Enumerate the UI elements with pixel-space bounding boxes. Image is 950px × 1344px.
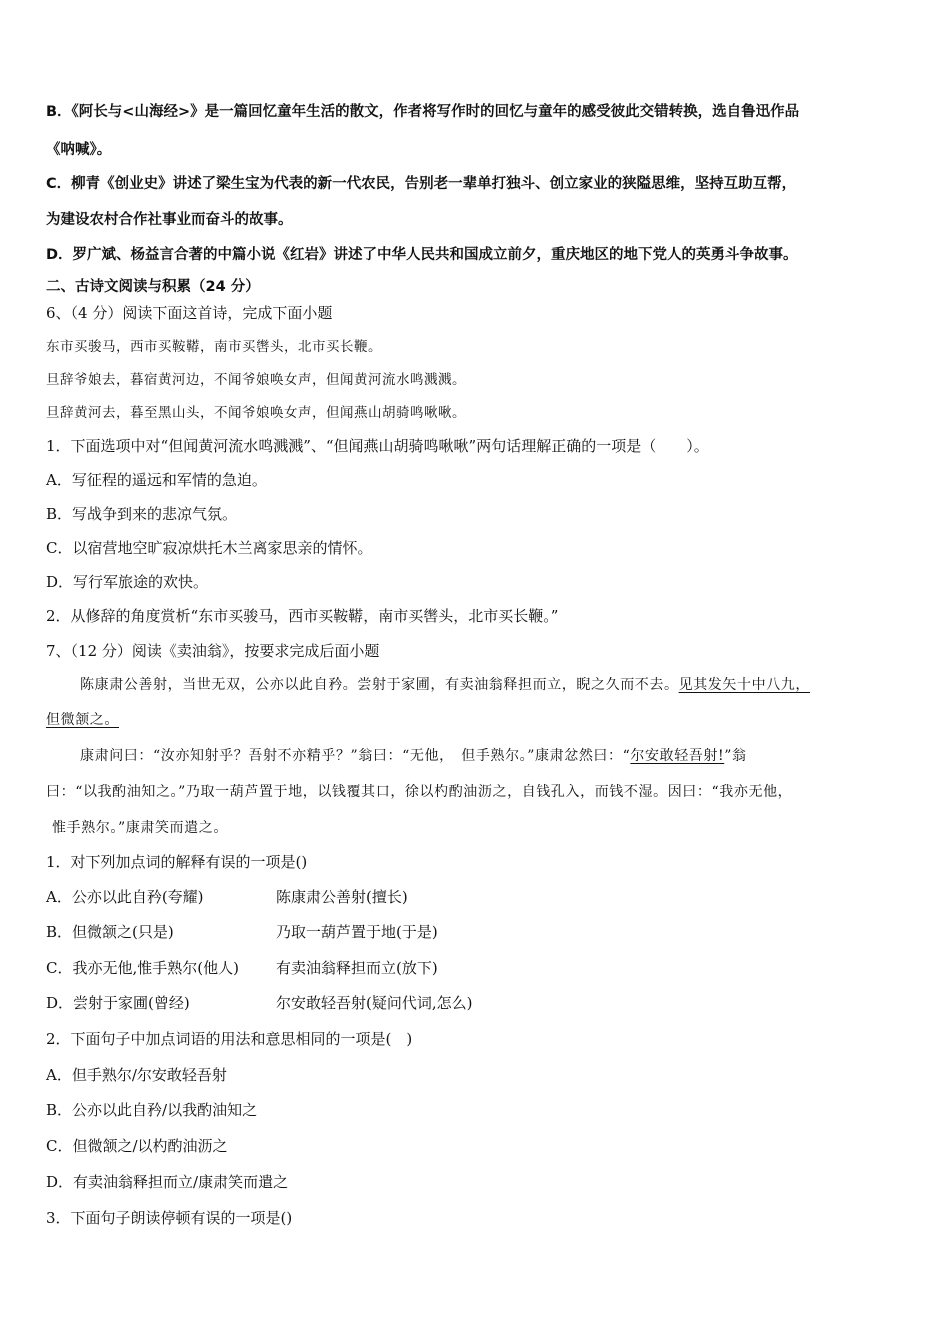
q6-intro: 6、（4 分）阅读下面这首诗，完成下面小题 (46, 304, 333, 322)
q7-sub1-a-right: 陈康肃公善射(擅长) (276, 888, 408, 906)
option-c-line2: 为建设农村合作社事业而奋斗的故事。 (46, 212, 293, 228)
q7-sub1-b-left: B．但微颔之(只是) (46, 923, 174, 941)
q6-sub1-question: 1．下面选项中对“但闻黄河流水鸣溅溅”、“但闻燕山胡骑鸣啾啾”两句话理解正确的一项是（ ）。 (46, 437, 709, 455)
passage-paragraph-1 (80, 675, 810, 695)
q6-sub1-option-a: A．写征程的遥远和军情的急迫。 (46, 471, 267, 489)
poem-line-3: 旦辞黄河去，暮至黑山头，不闻爷娘唤女声，但闻燕山胡骑鸣啾啾。 (46, 405, 466, 421)
q7-sub2-option-c: C．但微颔之/以杓酌油沥之 (46, 1137, 228, 1155)
option-d-line1: D．罗广斌、杨益言合著的中篇小说《红岩》讲述了中华人民共和国成立前夕，重庆地区的地下党人的英勇斗争故事。 (46, 247, 798, 263)
passage-p1-underlined-a: 见其发矢十中八九， (678, 677, 811, 693)
q7-sub1-question: 1．对下列加点词的解释有误的一项是() (46, 853, 308, 871)
passage-p1-underlined-b: 但微颔之。 (46, 712, 119, 728)
q6-sub1-option-d: D．写行军旅途的欢快。 (46, 573, 209, 591)
q7-sub2-option-d: D．有卖油翁释担而立/康肃笑而遣之 (46, 1173, 289, 1191)
q7-sub1-a-left: A．公亦以此自矜(夸耀) (46, 888, 204, 906)
passage-p2-line2: 曰：“以我酌油知之。”乃取一葫芦置于地，以钱覆其口，徐以杓酌油沥之，自钱孔入，而钱不湿。因曰：“我亦无他， (46, 784, 793, 800)
q6-sub1-option-b: B．写战争到来的悲凉气氛。 (46, 505, 238, 523)
q7-sub1-option-row-a (46, 887, 926, 907)
passage-p2-line3: 惟手熟尔。”康肃笑而遣之。 (52, 820, 228, 836)
passage-p1-line2 (46, 710, 119, 730)
q7-sub1-c-right: 有卖油翁释担而立(放下) (276, 959, 438, 977)
passage-p2-underlined: 尔安敢轻吾射! (630, 748, 725, 764)
q7-sub1-option-row-c (46, 958, 926, 978)
passage-paragraph-2 (80, 746, 747, 766)
q7-sub1-d-right: 尔安敢轻吾射(疑问代词,怎么) (276, 994, 473, 1012)
q6-sub1-option-c: C．以宿营地空旷寂凉烘托木兰离家思亲的情怀。 (46, 539, 373, 557)
q7-sub1-option-row-b (46, 922, 926, 942)
q7-sub1-option-row-d (46, 993, 926, 1013)
q7-sub3-question: 3．下面句子朗读停顿有误的一项是() (46, 1209, 293, 1227)
q7-sub1-b-right: 乃取一葫芦置于地(于是) (276, 923, 438, 941)
q7-intro: 7、（12 分）阅读《卖油翁》，按要求完成后面小题 (46, 642, 380, 660)
passage-p2-text-a: 康肃问曰：“汝亦知射乎？吾射不亦精乎？”翁曰：“无他， 但手熟尔。”康肃忿然曰：“ (80, 748, 631, 764)
q7-sub1-d-left: D．尝射于家圃(曾经) (46, 994, 190, 1012)
option-b-line2: 《呐喊》。 (46, 142, 112, 158)
section-heading: 二、古诗文阅读与积累（24 分） (46, 279, 260, 295)
poem-line-2: 旦辞爷娘去，暮宿黄河边，不闻爷娘唤女声，但闻黄河流水鸣溅溅。 (46, 372, 466, 388)
option-b-line1: B．《阿长与<山海经>》是一篇回忆童年生活的散文，作者将写作时的回忆与童年的感受彼此交错转换，选自鲁迅作品 (46, 104, 800, 120)
poem-line-1: 东市买骏马，西市买鞍鞯，南市买辔头，北市买长鞭。 (46, 339, 382, 355)
passage-p1-text: 陈康肃公善射，当世无双，公亦以此自矜。尝射于家圃，有卖油翁释担而立，睨之久而不去。 (80, 677, 679, 693)
passage-p2-text-b: ”翁 (724, 748, 747, 764)
option-c-line1: C．柳青《创业史》讲述了梁生宝为代表的新一代农民，告别老一辈单打独斗、创立家业的狭隘思维，坚持互助互帮， (46, 176, 797, 192)
q7-sub2-option-a: A．但手熟尔/尔安敢轻吾射 (46, 1066, 227, 1084)
q7-sub2-question: 2．下面句子中加点词语的用法和意思相同的一项是( ) (46, 1030, 413, 1048)
q7-sub2-option-b: B．公亦以此自矜/以我酌油知之 (46, 1101, 258, 1119)
q7-sub1-c-left: C．我亦无他,惟手熟尔(他人) (46, 959, 239, 977)
q6-sub2-question: 2．从修辞的角度赏析“东市买骏马，西市买鞍鞯，南市买辔头，北市买长鞭。” (46, 607, 559, 625)
